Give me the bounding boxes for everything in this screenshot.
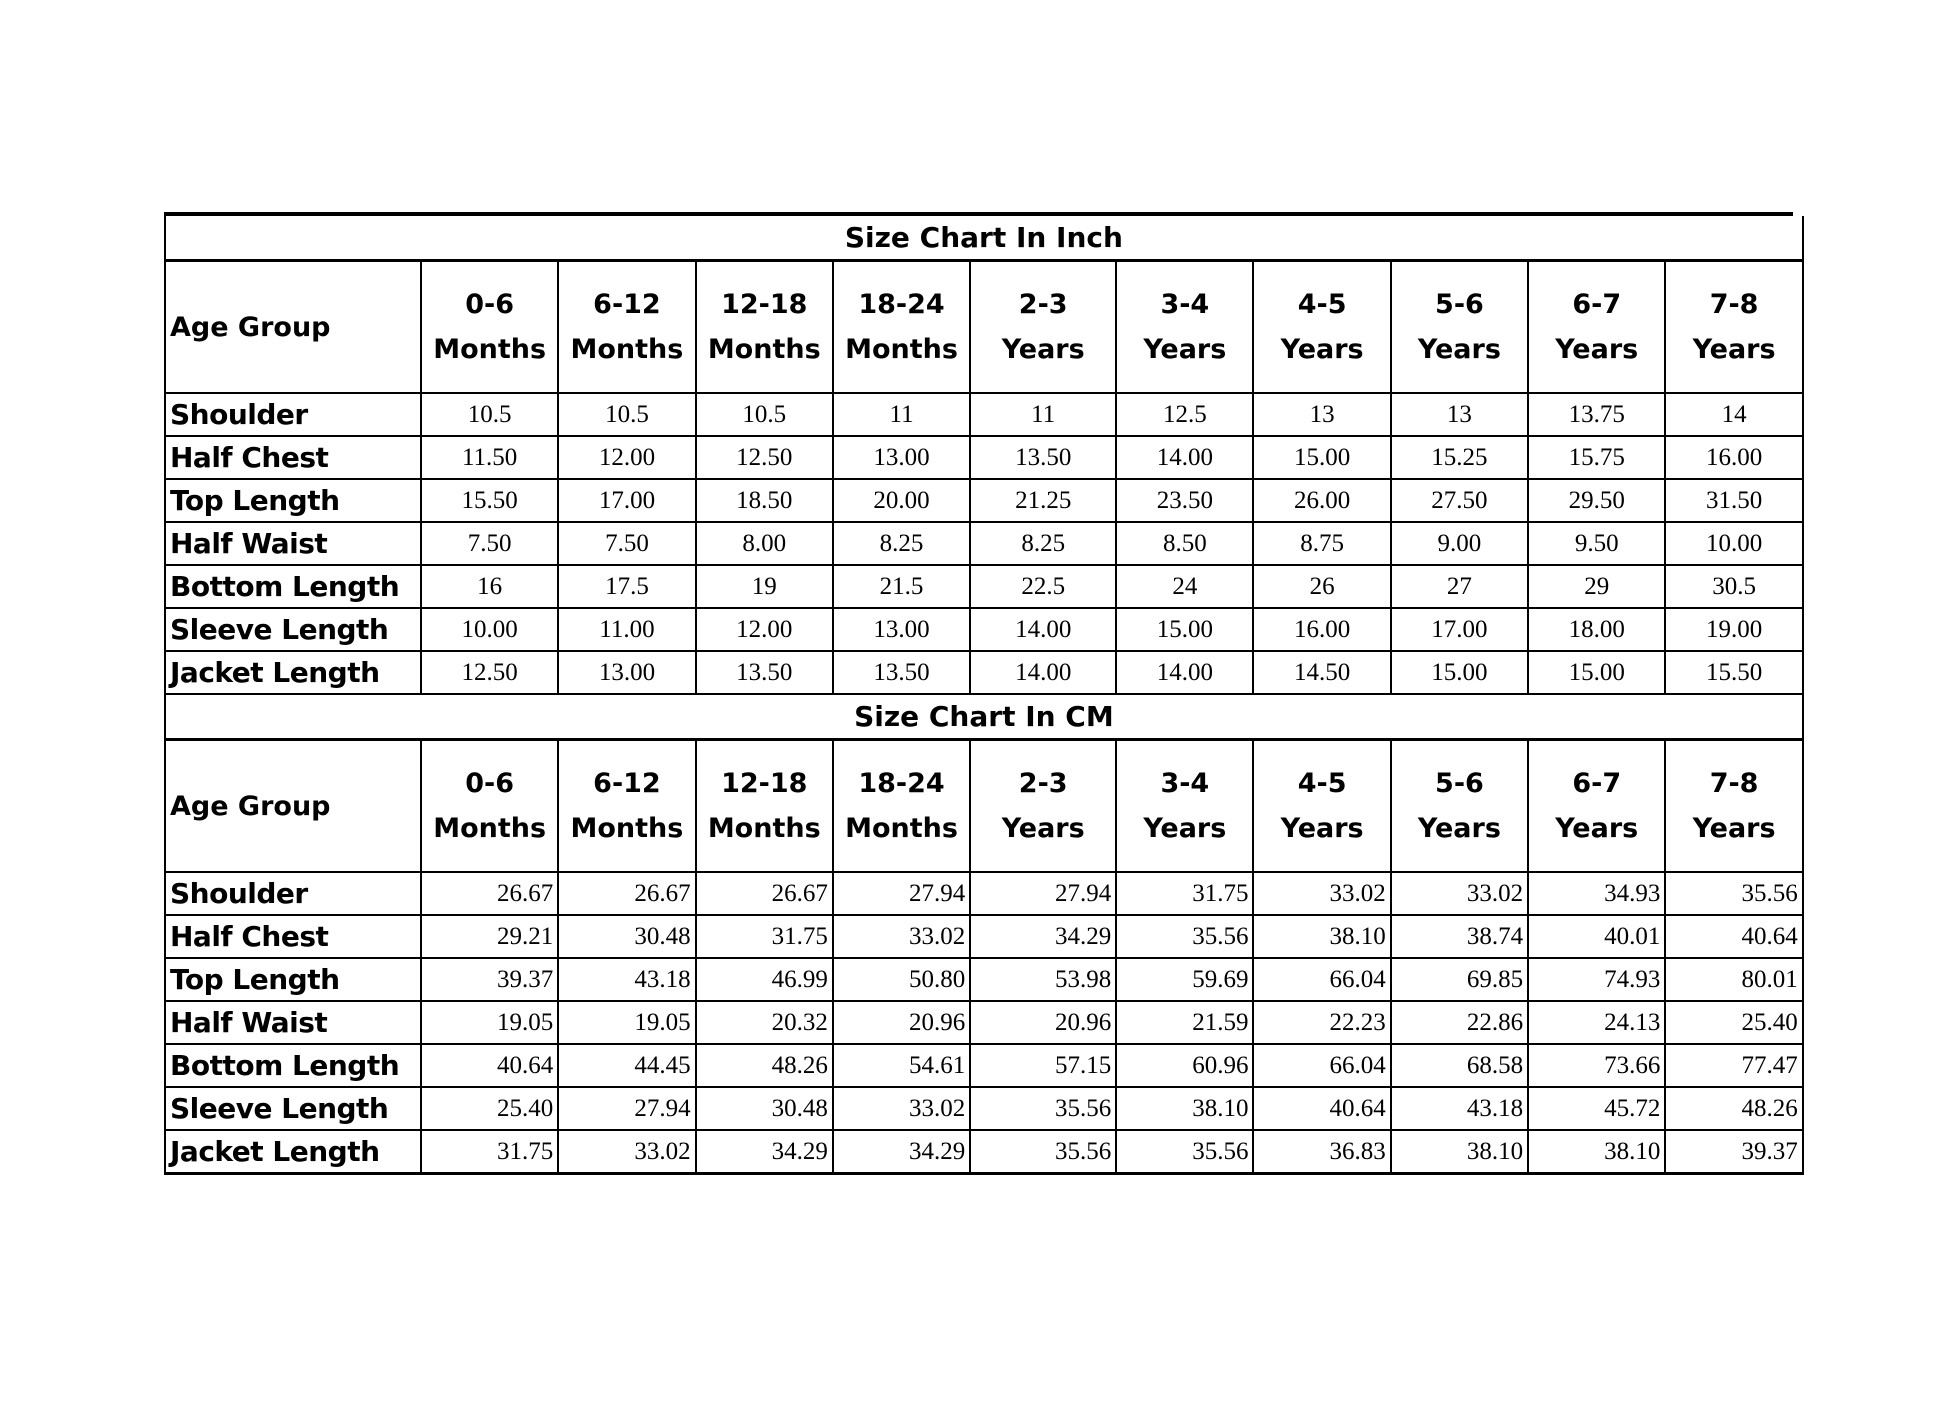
measurement-label: Jacket Length bbox=[165, 651, 421, 694]
section-title-cm: Size Chart In CM bbox=[165, 694, 1803, 740]
measurement-label: Half Chest bbox=[165, 915, 421, 958]
measurement-value: 22.86 bbox=[1391, 1001, 1528, 1044]
measurement-value: 38.10 bbox=[1116, 1087, 1253, 1130]
age-column-header bbox=[1391, 261, 1528, 394]
measurement-value: 77.47 bbox=[1665, 1044, 1802, 1087]
measurement-value: 17.5 bbox=[558, 565, 695, 608]
measurement-value: 21.5 bbox=[833, 565, 970, 608]
measurement-value: 13.00 bbox=[833, 436, 970, 479]
age-column-header-line: 3-4 bbox=[1160, 768, 1210, 799]
measurement-value: 45.72 bbox=[1528, 1087, 1665, 1130]
age-group-header: Age Group bbox=[165, 740, 421, 873]
age-column-header bbox=[1665, 261, 1802, 394]
measurement-value: 12.50 bbox=[421, 651, 558, 694]
age-column-header bbox=[1528, 261, 1665, 394]
measurement-value: 10.00 bbox=[421, 608, 558, 651]
table-row bbox=[165, 958, 1803, 1001]
measurement-value: 20.96 bbox=[970, 1001, 1116, 1044]
measurement-value: 8.75 bbox=[1253, 522, 1390, 565]
measurement-value: 43.18 bbox=[558, 958, 695, 1001]
age-column-header-line: 12-18 bbox=[721, 768, 808, 799]
measurement-value: 17.00 bbox=[1391, 608, 1528, 651]
measurement-label: Half Waist bbox=[165, 1001, 421, 1044]
measurement-value: 23.50 bbox=[1116, 479, 1253, 522]
measurement-value: 80.01 bbox=[1665, 958, 1802, 1001]
measurement-label: Sleeve Length bbox=[165, 1087, 421, 1130]
measurement-value: 69.85 bbox=[1391, 958, 1528, 1001]
measurement-value: 73.66 bbox=[1528, 1044, 1665, 1087]
measurement-value: 12.5 bbox=[1116, 393, 1253, 436]
measurement-value: 27.94 bbox=[558, 1087, 695, 1130]
measurement-value: 35.56 bbox=[1116, 1130, 1253, 1174]
measurement-value: 8.25 bbox=[833, 522, 970, 565]
measurement-value: 16.00 bbox=[1253, 608, 1390, 651]
measurement-label: Top Length bbox=[165, 958, 421, 1001]
age-column-header bbox=[1116, 740, 1253, 873]
measurement-value: 18.50 bbox=[696, 479, 833, 522]
measurement-value: 57.15 bbox=[970, 1044, 1116, 1087]
age-column-header-line: Months bbox=[845, 334, 958, 365]
measurement-value: 22.23 bbox=[1253, 1001, 1390, 1044]
measurement-value: 14.50 bbox=[1253, 651, 1390, 694]
age-column-header-line: Months bbox=[707, 334, 821, 365]
measurement-value: 10.00 bbox=[1665, 522, 1802, 565]
measurement-value: 50.80 bbox=[833, 958, 970, 1001]
measurement-value: 14.00 bbox=[1116, 651, 1253, 694]
measurement-value: 25.40 bbox=[1665, 1001, 1802, 1044]
measurement-value: 35.56 bbox=[970, 1130, 1116, 1174]
table-row bbox=[165, 872, 1803, 915]
age-column-header bbox=[970, 261, 1116, 394]
measurement-value: 12.50 bbox=[696, 436, 833, 479]
measurement-value: 12.00 bbox=[558, 436, 695, 479]
age-column-header-line: 0-6 bbox=[465, 768, 515, 799]
section-title-row-cm bbox=[165, 694, 1803, 740]
age-column-header-line: Years bbox=[1692, 813, 1776, 844]
age-column-header-line: 7-8 bbox=[1709, 768, 1759, 799]
age-column-header bbox=[696, 261, 833, 394]
measurement-value: 26.00 bbox=[1253, 479, 1390, 522]
age-column-header-line: 3-4 bbox=[1160, 289, 1210, 320]
measurement-label: Shoulder bbox=[165, 872, 421, 915]
measurement-value: 38.10 bbox=[1528, 1130, 1665, 1174]
measurement-value: 54.61 bbox=[833, 1044, 970, 1087]
measurement-value: 40.64 bbox=[1665, 915, 1802, 958]
measurement-label: Bottom Length bbox=[165, 565, 421, 608]
age-column-header-line: Months bbox=[570, 334, 684, 365]
size-chart-body bbox=[165, 216, 1803, 1174]
measurement-value: 21.25 bbox=[970, 479, 1116, 522]
measurement-value: 13.75 bbox=[1528, 393, 1665, 436]
measurement-value: 29.21 bbox=[421, 915, 558, 958]
measurement-value: 68.58 bbox=[1391, 1044, 1528, 1087]
age-column-header bbox=[421, 740, 558, 873]
age-column-header bbox=[833, 740, 970, 873]
measurement-value: 44.45 bbox=[558, 1044, 695, 1087]
measurement-value: 9.00 bbox=[1391, 522, 1528, 565]
measurement-value: 13.00 bbox=[558, 651, 695, 694]
measurement-value: 46.99 bbox=[696, 958, 833, 1001]
measurement-label: Half Waist bbox=[165, 522, 421, 565]
age-column-header-line: 18-24 bbox=[858, 768, 945, 799]
table-row bbox=[165, 915, 1803, 958]
measurement-value: 43.18 bbox=[1391, 1087, 1528, 1130]
measurement-value: 19.00 bbox=[1665, 608, 1802, 651]
measurement-value: 11 bbox=[970, 393, 1116, 436]
measurement-value: 13.50 bbox=[696, 651, 833, 694]
size-chart-table bbox=[164, 216, 1804, 1175]
measurement-value: 14 bbox=[1665, 393, 1802, 436]
measurement-value: 27.50 bbox=[1391, 479, 1528, 522]
measurement-value: 15.00 bbox=[1528, 651, 1665, 694]
age-column-header-line: Years bbox=[1280, 813, 1364, 844]
measurement-value: 33.02 bbox=[558, 1130, 695, 1174]
measurement-value: 30.5 bbox=[1665, 565, 1802, 608]
age-column-header-line: 6-7 bbox=[1572, 768, 1622, 799]
measurement-value: 27 bbox=[1391, 565, 1528, 608]
measurement-value: 15.00 bbox=[1253, 436, 1390, 479]
age-column-header-line: Years bbox=[1555, 334, 1639, 365]
table-row bbox=[165, 651, 1803, 694]
measurement-value: 13.50 bbox=[970, 436, 1116, 479]
table-row bbox=[165, 1001, 1803, 1044]
measurement-value: 13.00 bbox=[833, 608, 970, 651]
measurement-value: 14.00 bbox=[970, 608, 1116, 651]
measurement-value: 27.94 bbox=[833, 872, 970, 915]
measurement-value: 35.56 bbox=[1665, 872, 1802, 915]
measurement-value: 31.75 bbox=[1116, 872, 1253, 915]
age-column-header bbox=[1253, 261, 1390, 394]
measurement-value: 16.00 bbox=[1665, 436, 1802, 479]
measurement-value: 26.67 bbox=[696, 872, 833, 915]
measurement-value: 36.83 bbox=[1253, 1130, 1390, 1174]
age-column-header bbox=[558, 261, 695, 394]
measurement-value: 60.96 bbox=[1116, 1044, 1253, 1087]
age-column-header-line: 4-5 bbox=[1297, 289, 1347, 320]
measurement-value: 13 bbox=[1253, 393, 1390, 436]
measurement-value: 59.69 bbox=[1116, 958, 1253, 1001]
measurement-label: Shoulder bbox=[165, 393, 421, 436]
age-column-header bbox=[1665, 740, 1802, 873]
table-row bbox=[165, 436, 1803, 479]
measurement-value: 24.13 bbox=[1528, 1001, 1665, 1044]
measurement-value: 38.10 bbox=[1253, 915, 1390, 958]
age-column-header-line: 18-24 bbox=[858, 289, 945, 320]
measurement-value: 20.00 bbox=[833, 479, 970, 522]
table-row bbox=[165, 393, 1803, 436]
measurement-value: 13 bbox=[1391, 393, 1528, 436]
age-column-header-line: Years bbox=[1692, 334, 1776, 365]
measurement-value: 26 bbox=[1253, 565, 1390, 608]
age-column-header-line: 0-6 bbox=[465, 289, 515, 320]
measurement-label: Jacket Length bbox=[165, 1130, 421, 1174]
measurement-value: 20.96 bbox=[833, 1001, 970, 1044]
measurement-value: 9.50 bbox=[1528, 522, 1665, 565]
measurement-value: 66.04 bbox=[1253, 958, 1390, 1001]
measurement-value: 16 bbox=[421, 565, 558, 608]
age-column-header bbox=[1528, 740, 1665, 873]
measurement-value: 34.29 bbox=[833, 1130, 970, 1174]
measurement-value: 40.01 bbox=[1528, 915, 1665, 958]
measurement-value: 11.50 bbox=[421, 436, 558, 479]
measurement-value: 10.5 bbox=[696, 393, 833, 436]
age-column-header-line: 6-7 bbox=[1572, 289, 1622, 320]
measurement-label: Bottom Length bbox=[165, 1044, 421, 1087]
section-title-inch: Size Chart In Inch bbox=[165, 216, 1803, 261]
age-group-header: Age Group bbox=[165, 261, 421, 394]
header-row-inch bbox=[165, 261, 1803, 394]
measurement-value: 12.00 bbox=[696, 608, 833, 651]
measurement-value: 18.00 bbox=[1528, 608, 1665, 651]
measurement-label: Sleeve Length bbox=[165, 608, 421, 651]
age-column-header-line: 7-8 bbox=[1709, 289, 1759, 320]
measurement-value: 7.50 bbox=[421, 522, 558, 565]
measurement-value: 22.5 bbox=[970, 565, 1116, 608]
age-column-header-line: Months bbox=[433, 813, 547, 844]
table-row bbox=[165, 522, 1803, 565]
measurement-value: 10.5 bbox=[421, 393, 558, 436]
measurement-value: 24 bbox=[1116, 565, 1253, 608]
measurement-value: 31.75 bbox=[696, 915, 833, 958]
measurement-value: 26.67 bbox=[558, 872, 695, 915]
age-column-header-line: Months bbox=[707, 813, 821, 844]
age-column-header bbox=[558, 740, 695, 873]
measurement-value: 26.67 bbox=[421, 872, 558, 915]
measurement-value: 11.00 bbox=[558, 608, 695, 651]
section-title-row-inch bbox=[165, 216, 1803, 261]
header-row-cm bbox=[165, 740, 1803, 873]
age-column-header-line: Years bbox=[1555, 813, 1639, 844]
age-column-header bbox=[421, 261, 558, 394]
age-column-header bbox=[1116, 261, 1253, 394]
measurement-value: 39.37 bbox=[1665, 1130, 1802, 1174]
measurement-value: 40.64 bbox=[1253, 1087, 1390, 1130]
measurement-value: 15.50 bbox=[421, 479, 558, 522]
measurement-value: 15.25 bbox=[1391, 436, 1528, 479]
measurement-value: 8.25 bbox=[970, 522, 1116, 565]
table-row bbox=[165, 1044, 1803, 1087]
measurement-value: 34.93 bbox=[1528, 872, 1665, 915]
measurement-value: 33.02 bbox=[833, 1087, 970, 1130]
measurement-value: 53.98 bbox=[970, 958, 1116, 1001]
table-row bbox=[165, 1130, 1803, 1174]
measurement-value: 27.94 bbox=[970, 872, 1116, 915]
size-chart bbox=[164, 212, 1798, 1175]
measurement-value: 30.48 bbox=[558, 915, 695, 958]
age-column-header bbox=[1253, 740, 1390, 873]
age-column-header bbox=[696, 740, 833, 873]
measurement-value: 15.50 bbox=[1665, 651, 1802, 694]
measurement-value: 34.29 bbox=[970, 915, 1116, 958]
age-column-header-line: Years bbox=[1280, 334, 1364, 365]
measurement-value: 11 bbox=[833, 393, 970, 436]
age-column-header-line: 5-6 bbox=[1435, 768, 1484, 799]
measurement-value: 34.29 bbox=[696, 1130, 833, 1174]
age-column-header-line: Months bbox=[845, 813, 958, 844]
measurement-value: 14.00 bbox=[970, 651, 1116, 694]
measurement-value: 29.50 bbox=[1528, 479, 1665, 522]
measurement-value: 25.40 bbox=[421, 1087, 558, 1130]
measurement-value: 33.02 bbox=[833, 915, 970, 958]
measurement-value: 21.59 bbox=[1116, 1001, 1253, 1044]
measurement-value: 7.50 bbox=[558, 522, 695, 565]
measurement-value: 48.26 bbox=[696, 1044, 833, 1087]
age-column-header-line: Years bbox=[1417, 334, 1501, 365]
age-column-header-line: Years bbox=[1143, 334, 1227, 365]
age-column-header bbox=[833, 261, 970, 394]
measurement-label: Top Length bbox=[165, 479, 421, 522]
measurement-value: 8.50 bbox=[1116, 522, 1253, 565]
measurement-value: 74.93 bbox=[1528, 958, 1665, 1001]
measurement-value: 20.32 bbox=[696, 1001, 833, 1044]
table-row bbox=[165, 608, 1803, 651]
measurement-value: 8.00 bbox=[696, 522, 833, 565]
measurement-value: 40.64 bbox=[421, 1044, 558, 1087]
measurement-value: 19 bbox=[696, 565, 833, 608]
measurement-value: 66.04 bbox=[1253, 1044, 1390, 1087]
age-column-header-line: Months bbox=[570, 813, 684, 844]
table-row bbox=[165, 1087, 1803, 1130]
measurement-value: 15.00 bbox=[1391, 651, 1528, 694]
measurement-value: 19.05 bbox=[421, 1001, 558, 1044]
measurement-value: 39.37 bbox=[421, 958, 558, 1001]
table-row bbox=[165, 479, 1803, 522]
measurement-value: 15.00 bbox=[1116, 608, 1253, 651]
age-column-header-line: 6-12 bbox=[593, 768, 661, 799]
measurement-value: 17.00 bbox=[558, 479, 695, 522]
age-column-header bbox=[1391, 740, 1528, 873]
age-column-header-line: 5-6 bbox=[1435, 289, 1484, 320]
measurement-value: 30.48 bbox=[696, 1087, 833, 1130]
age-column-header-line: 4-5 bbox=[1297, 768, 1347, 799]
age-column-header-line: 6-12 bbox=[593, 289, 661, 320]
measurement-value: 35.56 bbox=[970, 1087, 1116, 1130]
measurement-value: 38.10 bbox=[1391, 1130, 1528, 1174]
measurement-value: 13.50 bbox=[833, 651, 970, 694]
measurement-value: 33.02 bbox=[1391, 872, 1528, 915]
age-column-header-line: Years bbox=[1143, 813, 1227, 844]
measurement-value: 29 bbox=[1528, 565, 1665, 608]
age-column-header-line: Months bbox=[433, 334, 547, 365]
age-column-header-line: 2-3 Years bbox=[1001, 768, 1085, 844]
age-column-header bbox=[970, 740, 1116, 873]
measurement-value: 38.74 bbox=[1391, 915, 1528, 958]
measurement-value: 10.5 bbox=[558, 393, 695, 436]
measurement-value: 31.75 bbox=[421, 1130, 558, 1174]
measurement-value: 33.02 bbox=[1253, 872, 1390, 915]
age-column-header-line: 2-3 Years bbox=[1001, 289, 1085, 365]
measurement-value: 19.05 bbox=[558, 1001, 695, 1044]
age-column-header-line: 12-18 bbox=[721, 289, 808, 320]
measurement-value: 15.75 bbox=[1528, 436, 1665, 479]
table-row bbox=[165, 565, 1803, 608]
measurement-value: 48.26 bbox=[1665, 1087, 1802, 1130]
measurement-value: 31.50 bbox=[1665, 479, 1802, 522]
measurement-value: 14.00 bbox=[1116, 436, 1253, 479]
age-column-header-line: Years bbox=[1417, 813, 1501, 844]
measurement-label: Half Chest bbox=[165, 436, 421, 479]
measurement-value: 35.56 bbox=[1116, 915, 1253, 958]
